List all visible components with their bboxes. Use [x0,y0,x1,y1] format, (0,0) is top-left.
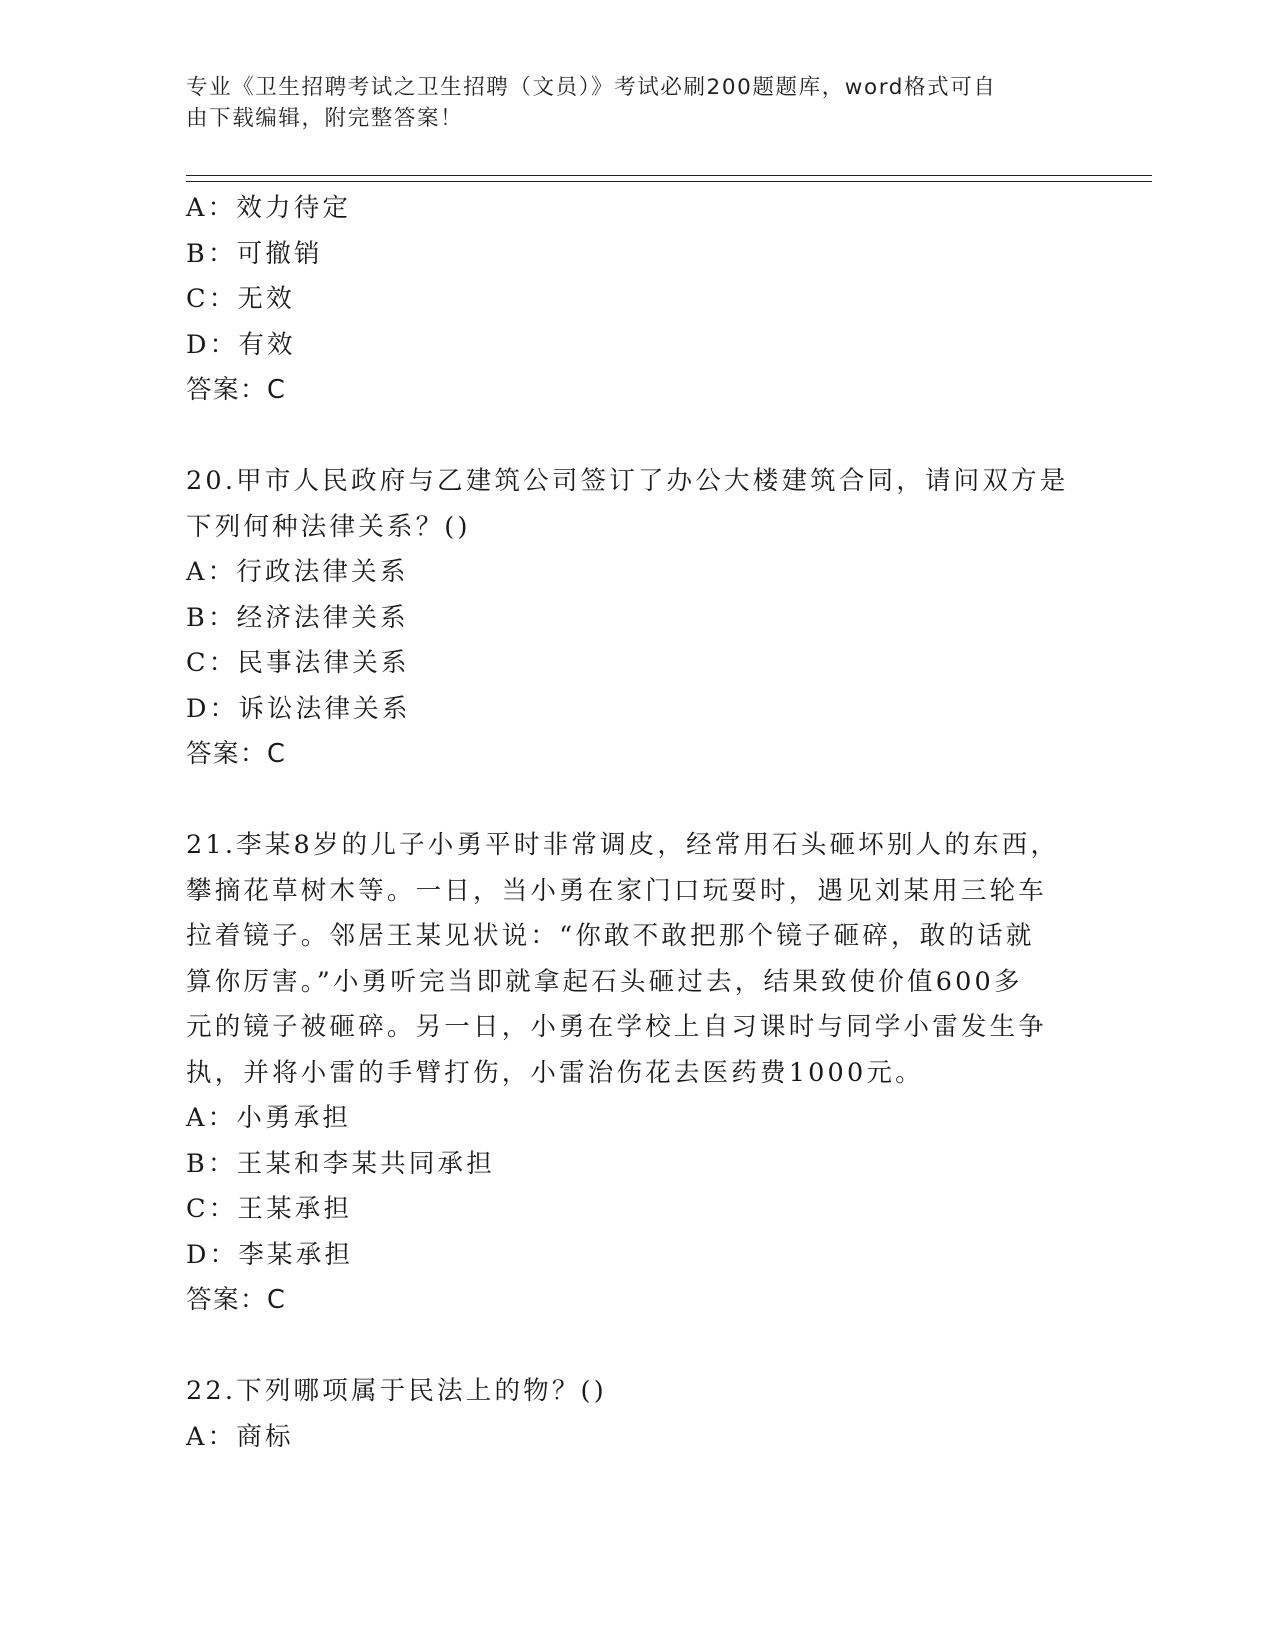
question-21 [186,823,1086,1324]
option-c: C：王某承担 [186,1194,353,1224]
option-d: D：有效 [186,329,296,360]
option-a: A：效力待定 [186,193,352,223]
option-d: D：李某承担 [186,1239,354,1270]
option-d: D：诉讼法律关系 [186,693,411,724]
option-c: C：无效 [186,284,295,314]
header-divider-top [186,175,1152,176]
question-20 [186,459,1086,778]
option-a: A：行政法律关系 [186,557,409,587]
question-19 [186,186,1086,414]
question-text [186,1369,1086,1415]
question-text-line: 下列何种法律关系？() [186,511,471,542]
header-line-1: 专业《卫生招聘考试之卫生招聘（文员）》考试必刷200题题库，word格式可自 [186,75,997,100]
question-text-line: 元的镜子被砸碎。另一日，小勇在学校上自习课时与同学小雷发生争 [186,1012,1048,1042]
question-text-line: 22.下列哪项属于民法上的物？() [186,1376,607,1406]
spacer [186,778,1086,824]
question-text [186,823,1086,1096]
spacer [186,414,1086,460]
header-line-2: 由下载编辑，附完整答案！ [186,106,464,131]
question-content [186,186,1086,1460]
document-header [186,72,1066,134]
spacer [186,1324,1086,1370]
answer-line: 答案：C [186,1285,287,1315]
header-divider-bottom [186,181,1152,182]
question-22 [186,1369,1086,1460]
question-text-line: 21.李某8岁的儿子小勇平时非常调皮，经常用石头砸坏别人的东西， [186,830,1060,860]
answer-line: 答案：C [186,739,287,769]
answer-line: 答案：C [186,375,287,405]
question-text-line: 20.甲市人民政府与乙建筑公司签订了办公大楼建筑合同，请问双方是 [186,466,1069,496]
question-text-line: 算你厉害。”小勇听完当即就拿起石头砸过去，结果致使价值600多 [186,966,1023,997]
question-text-line: 拉着镜子。邻居王某见状说：“你敢不敢把那个镜子砸碎，敢的话就 [186,921,1035,951]
option-a: A：商标 [186,1421,294,1452]
option-b: B：可撤销 [186,238,323,269]
option-c: C：民事法律关系 [186,648,410,678]
question-text-line: 攀摘花草树木等。一日，当小勇在家门口玩耍时，遇见刘某用三轮车 [186,875,1048,906]
option-b: B：王某和李某共同承担 [186,1148,495,1179]
question-text [186,459,1086,550]
option-a: A：小勇承担 [186,1103,352,1133]
question-text-line: 执，并将小雷的手臂打伤，小雷治伤花去医药费1000元。 [186,1057,924,1088]
option-b: B：经济法律关系 [186,602,409,633]
